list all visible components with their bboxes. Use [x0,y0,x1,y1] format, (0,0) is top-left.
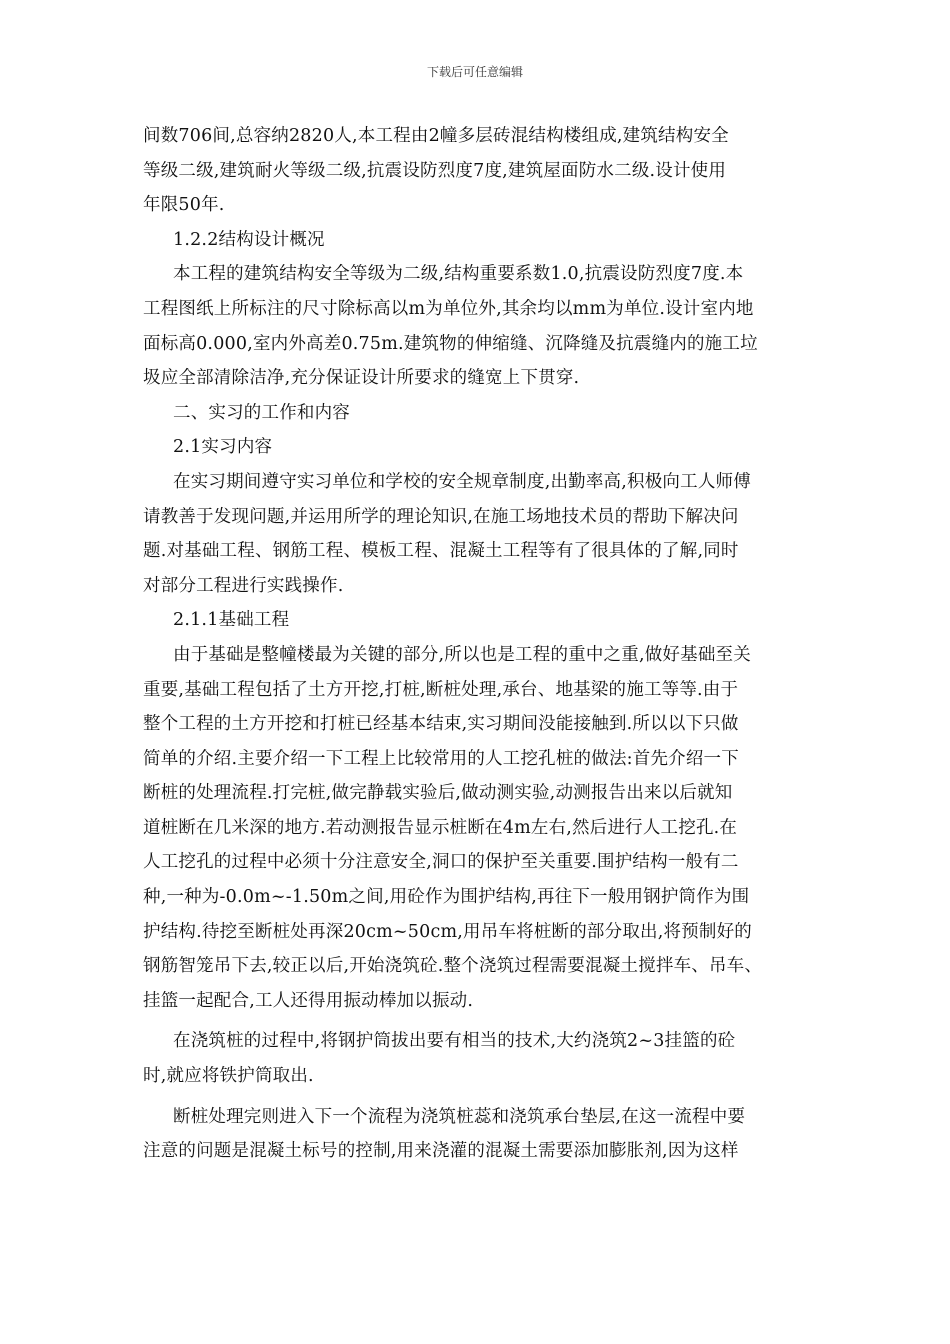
text-line: 在浇筑桩的过程中,将钢护筒拔出要有相当的技术,大约浇筑2~3挂篮的砼 [173,1031,736,1052]
text-line: 重要,基础工程包括了土方开挖,打桩,断桩处理,承台、地基梁的施工等等.由于 [143,679,739,700]
text-line: 年限50年. [143,195,225,216]
text-line: 对部分工程进行实践操作. [143,575,344,596]
text-line: 断桩的处理流程.打完桩,做完静载实验后,做动测实验,动测报告出来以后就知 [143,783,733,804]
text-line: 工程图纸上所标注的尺寸除标高以m为单位外,其余均以mm为单位.设计室内地 [143,298,754,319]
text-line: 钢筋智笼吊下去,较正以后,开始浇筑砼.整个浇筑过程需要混凝土搅拌车、吊车、 [143,956,763,977]
text-line: 由于基础是整幢楼最为关键的部分,所以也是工程的重中之重,做好基础至关 [173,644,751,665]
text-line: 题.对基础工程、钢筋工程、模板工程、混凝土工程等有了很具体的了解,同时 [143,541,739,562]
text-line: 种,一种为-0.0m~-1.50m之间,用砼作为围护结构,再往下一般用钢护筒作为围 [143,887,750,908]
text-line: 挂篮一起配合,工人还得用振动棒加以振动. [143,990,474,1011]
document-body [143,119,811,1169]
text-line: 请教善于发现问题,并运用所学的理论知识,在施工场地技术员的帮助下解决问 [143,506,739,527]
section-heading: 2.1.1基础工程 [173,610,290,631]
text-line: 断桩处理完则进入下一个流程为浇筑桩蕊和浇筑承台垫层,在这一流程中要 [173,1106,746,1127]
text-line: 面标高0.000,室内外高差0.75m.建筑物的伸缩缝、沉降缝及抗震缝内的施工垃 [143,333,758,354]
text-line: 护结构.待挖至断桩处再深20cm~50cm,用吊车将桩断的部分取出,将预制好的 [143,921,752,942]
text-line: 时,就应将铁护筒取出. [143,1066,314,1087]
text-line: 道桩断在几米深的地方.若动测报告显示桩断在4m左右,然后进行人工挖孔.在 [143,817,738,838]
text-line: 等级二级,建筑耐火等级二级,抗震设防烈度7度,建筑屋面防水二级.设计使用 [143,160,727,181]
text-line: 简单的介绍.主要介绍一下工程上比较常用的人工挖孔桩的做法:首先介绍一下 [143,748,739,769]
text-line: 本工程的建筑结构安全等级为二级,结构重要系数1.0,抗震设防烈度7度.本 [173,264,744,285]
text-line: 注意的问题是混凝土标号的控制,用来浇灌的混凝土需要添加膨胀剂,因为这样 [143,1141,739,1162]
section-heading: 1.2.2结构设计概况 [173,229,325,250]
section-heading: 2.1实习内容 [173,437,273,458]
text-line: 间数706间,总容纳2820人,本工程由2幢多层砖混结构楼组成,建筑结构安全 [143,126,729,146]
text-line: 人工挖孔的过程中必须十分注意安全,洞口的保护至关重要.围护结构一般有二 [143,852,739,873]
text-line: 整个工程的土方开挖和打桩已经基本结束,实习期间没能接触到.所以以下只做 [143,714,739,735]
text-line: 在实习期间遵守实习单位和学校的安全规章制度,出勤率高,积极向工人师傅 [173,471,751,492]
text-line: 圾应全部清除洁净,充分保证设计所要求的缝宽上下贯穿. [143,368,580,389]
section-heading: 二、实习的工作和内容 [173,402,350,423]
page-header: 下载后可任意编辑 [426,65,523,79]
